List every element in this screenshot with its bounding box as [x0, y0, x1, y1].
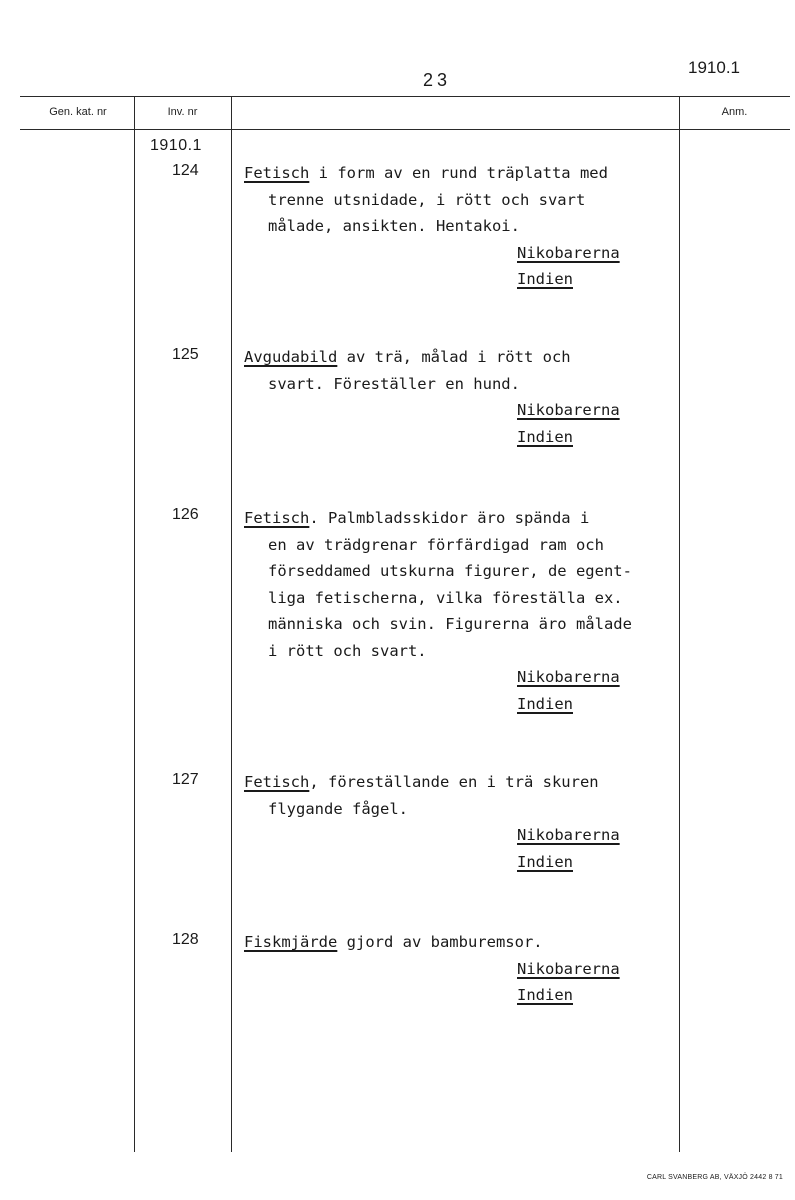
column-header-gen-kat-nr: Gen. kat. nr: [49, 106, 107, 118]
entry-line: förseddamed utskurna figurer, de egent-: [268, 562, 632, 580]
page-number: 23: [423, 70, 452, 90]
printer-imprint: CARL SVANBERG AB, VÄXJÖ 2442 8 71: [646, 1174, 783, 1181]
entry-country: Indien: [517, 427, 573, 446]
entry-place: Nikobarerna: [517, 243, 620, 262]
entry-text: , föreställande en i trä skuren: [309, 773, 599, 791]
entry-term: Fetisch: [244, 164, 310, 182]
entry-term: Fiskmjärde: [244, 933, 338, 951]
header-top-rule: [20, 96, 790, 97]
entry-line: trenne utsnidade, i rött och svart: [268, 190, 586, 209]
entry-line: svart. Föreställer en hund.: [268, 374, 520, 393]
entry-place: Nikobarerna: [517, 401, 620, 419]
entry-line: flygande fågel.: [268, 799, 408, 818]
catalog-entry: [244, 160, 684, 293]
catalog-entry: [244, 505, 684, 717]
entry-line: människa och svin. Figurerna äro målade: [268, 615, 632, 633]
entry-term: Avgudabild: [244, 348, 338, 366]
entry-text: . Palmbladsskidor äro spända i: [309, 509, 590, 527]
entry-line: i rött och svart.: [268, 641, 427, 660]
column-divider-2: [231, 96, 232, 1152]
inv-number: 124: [172, 162, 199, 179]
entry-line: liga fetischerna, vilka föreställa ex.: [268, 588, 623, 607]
column-header-anm: Anm.: [721, 106, 748, 118]
column-header-inv-nr: Inv. nr: [167, 106, 198, 118]
entry-text: i form av en rund träplatta med: [309, 164, 608, 182]
entry-place: Nikobarerna: [517, 668, 620, 686]
column-divider-1: [134, 96, 135, 1152]
entry-text: gjord av bamburemsor.: [337, 933, 543, 951]
entry-text: av trä, målad i rött och: [337, 348, 571, 366]
entry-country: Indien: [517, 852, 573, 871]
inv-number: 126: [172, 506, 199, 523]
entry-country: Indien: [517, 986, 573, 1004]
inv-number: 125: [172, 346, 199, 363]
entry-term: Fetisch: [244, 509, 310, 527]
entry-country: Indien: [517, 694, 573, 713]
entry-place: Nikobarerna: [517, 826, 620, 844]
year-label: 1910.1: [150, 137, 202, 154]
header-bottom-rule: [20, 129, 790, 130]
entry-line: målade, ansikten. Hentakoi.: [268, 217, 520, 235]
entry-place: Nikobarerna: [517, 959, 620, 978]
top-reference: 1910.1: [688, 58, 740, 77]
catalog-entry: [244, 929, 684, 1009]
catalog-entry: [244, 344, 684, 450]
entry-term: Fetisch: [244, 773, 310, 791]
inv-number: 128: [172, 931, 199, 948]
entry-line: en av trädgrenar förfärdigad ram och: [268, 535, 604, 554]
catalog-entry: [244, 769, 684, 875]
entry-country: Indien: [517, 270, 573, 288]
inv-number: 127: [172, 771, 199, 788]
